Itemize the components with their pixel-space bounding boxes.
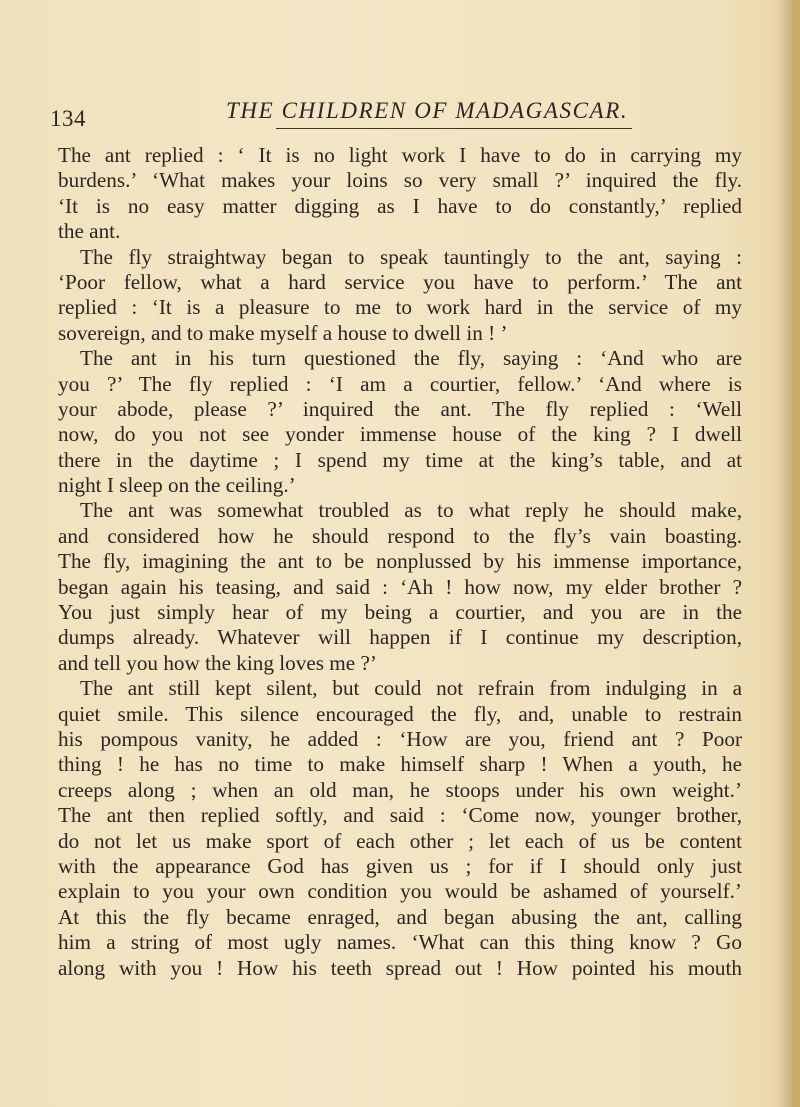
text-line: night I sleep on the ceiling.’ xyxy=(58,473,296,498)
text-line: and tell you how the king loves me ?’ xyxy=(58,650,377,675)
text-line: The fly, imagining the ant to be nonplussed by his immense importance, xyxy=(58,549,742,574)
text-line: The ant still kept silent, but could not refrain from indulging in a xyxy=(80,676,742,701)
text-line: the ant. xyxy=(58,219,121,244)
text-line: The fly straightway began to speak tauntingly to the ant, saying : xyxy=(80,244,742,269)
text-line: now, do you not see yonder immense house of the king ? I dwell xyxy=(58,422,742,447)
text-line: The ant then replied softly, and said : ‘Come now, younger brother, xyxy=(58,803,742,828)
text-line: You just simply hear of my being a courtier, and you are in the xyxy=(58,600,742,625)
running-title: THE CHILDREN OF MADAGASCAR. xyxy=(226,98,629,123)
body-text xyxy=(58,143,742,981)
text-line: creeps along ; when an old man, he stoops under his own weight.’ xyxy=(58,777,742,802)
page-edge xyxy=(794,0,800,1107)
text-line: The ant in his turn questioned the fly, saying : ‘And who are xyxy=(80,346,742,371)
text-line: do not let us make sport of each other ; let each of us be content xyxy=(58,828,742,853)
text-line: thing ! he has no time to make himself sharp ! When a youth, he xyxy=(58,752,742,777)
text-line: At this the fly became enraged, and began abusing the ant, calling xyxy=(58,904,742,929)
text-line: dumps already. Whatever will happen if I continue my description, xyxy=(58,625,742,650)
text-line: burdens.’ ‘What makes your loins so very small ?’ inquired the fly. xyxy=(58,168,742,193)
text-line: you ?’ The fly replied : ‘I am a courtier, fellow.’ ‘And where is xyxy=(58,371,742,396)
text-line: The ant was somewhat troubled as to what reply he should make, xyxy=(80,498,742,523)
text-line: and considered how he should respond to the fly’s vain boasting. xyxy=(58,523,742,548)
text-line: replied : ‘It is a pleasure to me to work hard in the service of my xyxy=(58,295,742,320)
header-rule xyxy=(276,128,632,129)
text-line: there in the daytime ; I spend my time at the king’s table, and at xyxy=(58,447,742,472)
text-line: began again his teasing, and said : ‘Ah ! how now, my elder brother ? xyxy=(58,574,742,599)
text-line: your abode, please ?’ inquired the ant. The fly replied : ‘Well xyxy=(58,396,742,421)
text-line: his pompous vanity, he added : ‘How are you, friend ant ? Poor xyxy=(58,726,742,751)
page-number: 134 xyxy=(50,106,86,131)
text-line: quiet smile. This silence encouraged the fly, and, unable to restrain xyxy=(58,701,742,726)
text-line: him a string of most ugly names. ‘What can this thing know ? Go xyxy=(58,930,742,955)
text-line: ‘Poor fellow, what a hard service you have to perform.’ The ant xyxy=(58,269,742,294)
text-line: with the appearance God has given us ; for if I should only just xyxy=(58,853,742,878)
text-line: explain to you your own condition you would be ashamed of yourself.’ xyxy=(58,879,742,904)
text-line: along with you ! How his teeth spread out ! How pointed his mouth xyxy=(58,955,742,980)
text-line: ‘It is no easy matter digging as I have to do constantly,’ replied xyxy=(58,193,742,218)
page-header xyxy=(50,98,750,138)
text-line: The ant replied : ‘ It is no light work I have to do in carrying my xyxy=(58,143,742,167)
text-line: sovereign, and to make myself a house to dwell in ! ’ xyxy=(58,320,508,345)
